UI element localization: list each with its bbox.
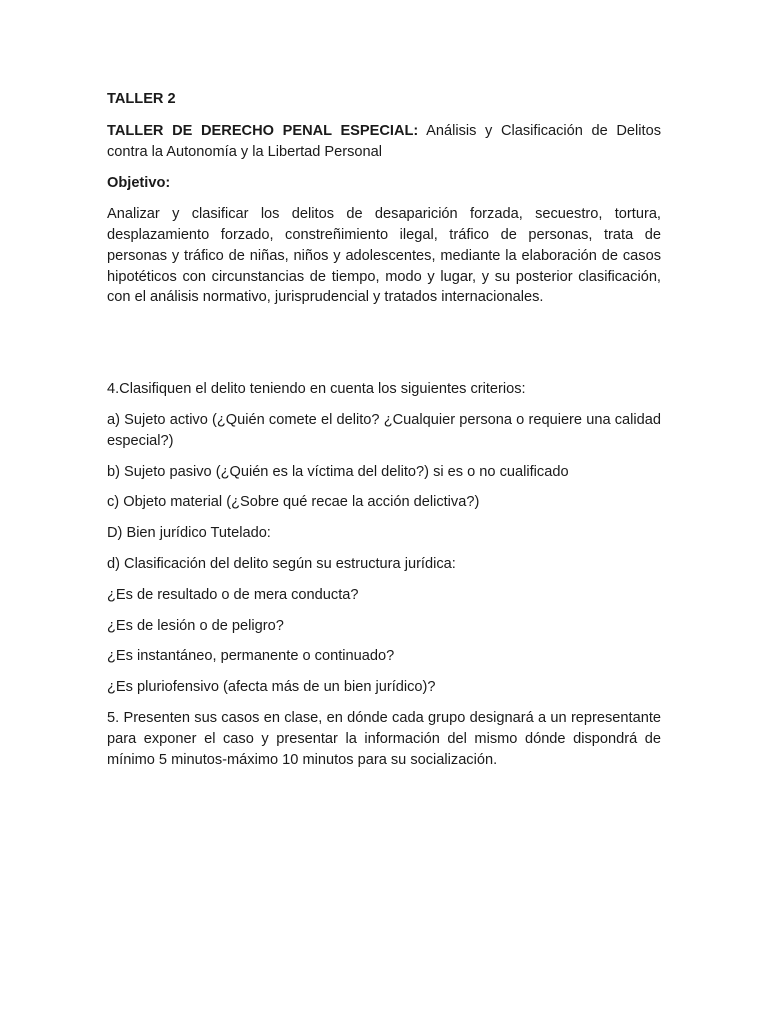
objective-paragraph: Analizar y clasificar los delitos de desaparición forzada, secuestro, tortura, desplazamiento forzado, constreñimiento ilegal, tráfico de personas, trata de personas y tráfico de niñas, niños y adolescentes, mediante la elaboración de casos hipotéticos con circunstancias de tiempo, modo y lugar, y su posterior clasificación, con el análisis normativo, jurisprudencial y tratados internacionales. bbox=[107, 206, 661, 306]
question-result-or-conduct: ¿Es de resultado o de mera conducta? bbox=[107, 586, 359, 603]
item-5-paragraph: 5. Presenten sus casos en clase, en dónde cada grupo designará a un representante para exponer el caso y presentar la información del mismo dónde dispondrá de mínimo 5 minutos-máximo 10 minutos para su socialización. bbox=[107, 709, 661, 768]
criterion-a: a) Sujeto activo (¿Quién comete el delito? ¿Cualquier persona o requiere una calidad especial?) bbox=[107, 411, 661, 449]
item-4-intro: 4.Clasifiquen el delito teniendo en cuenta los siguientes criterios: bbox=[107, 381, 526, 398]
question-instant-permanent-continued: ¿Es instantáneo, permanente o continuado? bbox=[107, 648, 395, 665]
criterion-b: b) Sujeto pasivo (¿Quién es la víctima del delito?) si es o no cualificado bbox=[107, 463, 569, 480]
document-title-rest: Análisis y Clasificación de Delitos contra la Autonomía y la Libertad Personal bbox=[107, 122, 661, 160]
objective-heading: Objetivo: bbox=[107, 175, 171, 192]
document-title bbox=[107, 121, 661, 163]
question-injury-or-danger: ¿Es de lesión o de peligro? bbox=[107, 617, 284, 634]
taller-number-heading: TALLER 2 bbox=[107, 91, 176, 107]
document-title-bold: TALLER DE DERECHO PENAL ESPECIAL: bbox=[107, 122, 419, 139]
criterion-c: c) Objeto material (¿Sobre qué recae la acción delictiva?) bbox=[107, 494, 480, 511]
criterion-d: d) Clasificación del delito según su estructura jurídica: bbox=[107, 555, 456, 572]
document-page bbox=[107, 89, 661, 770]
criterion-D: D) Bien jurídico Tutelado: bbox=[107, 525, 271, 542]
question-pluriofensive: ¿Es pluriofensivo (afecta más de un bien jurídico)? bbox=[107, 679, 436, 696]
